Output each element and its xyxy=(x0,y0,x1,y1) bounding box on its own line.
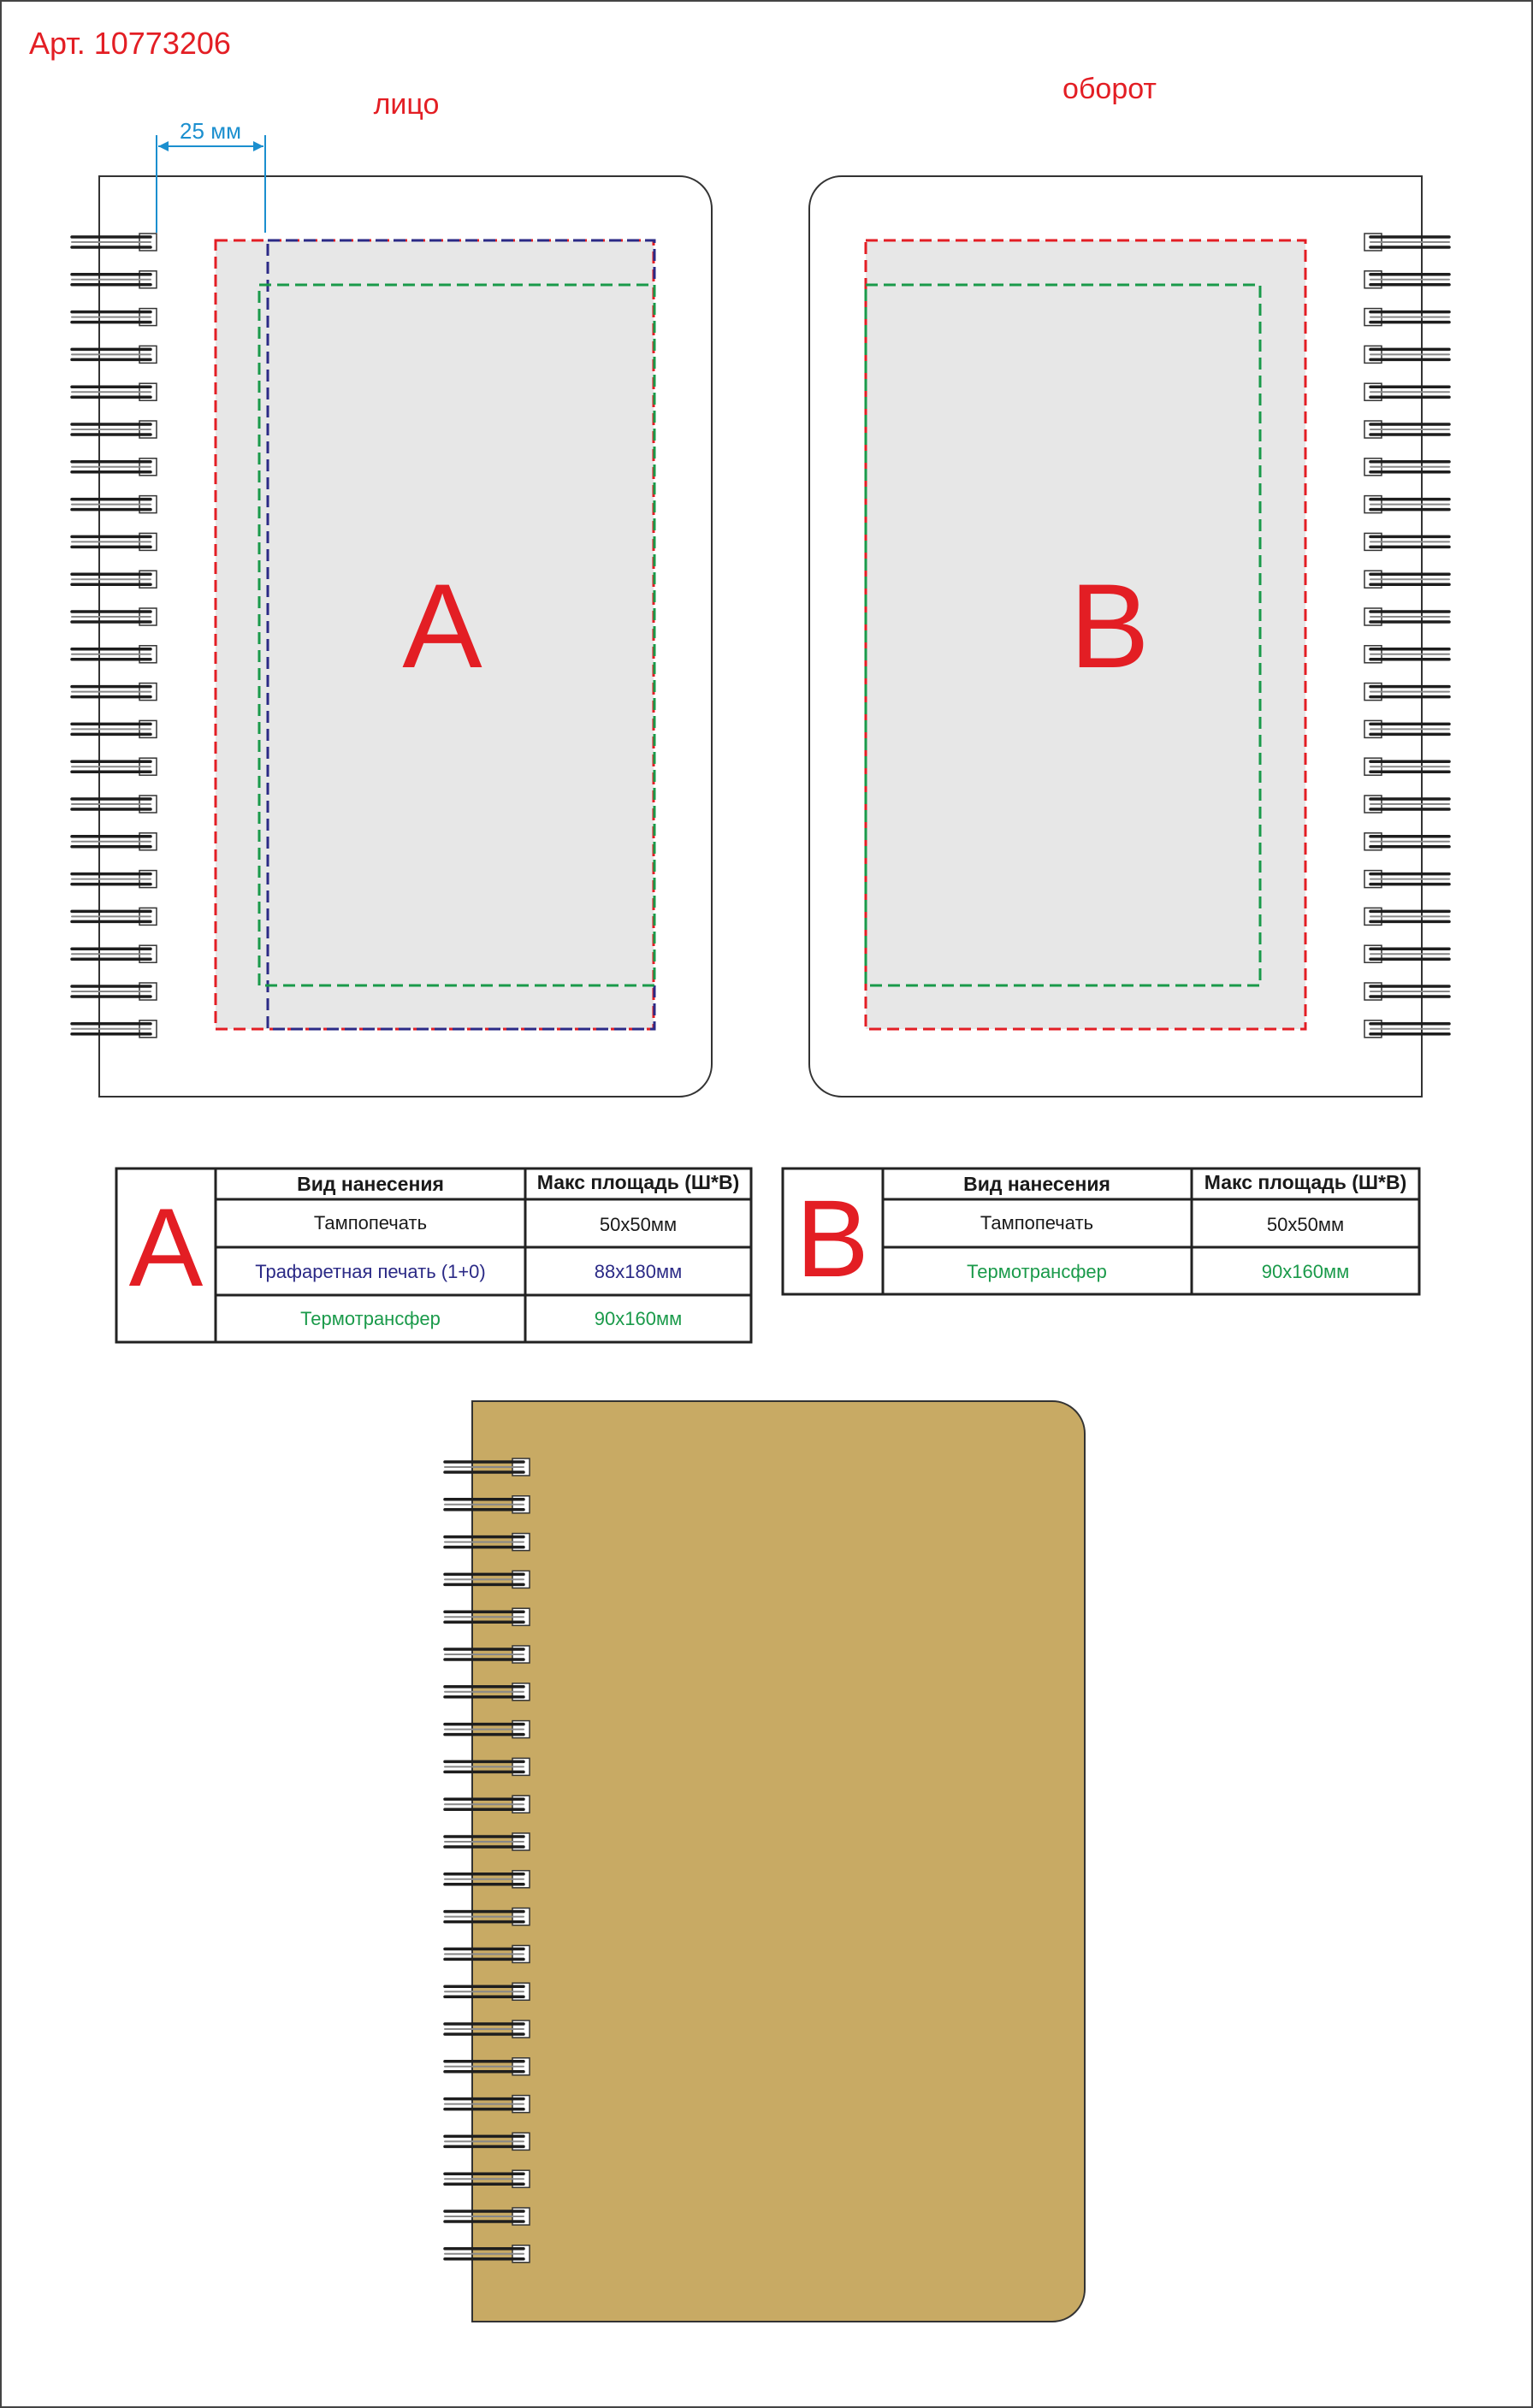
spiral-ring xyxy=(1364,608,1449,625)
spiral-ring xyxy=(445,1908,530,1926)
spiral-ring xyxy=(72,608,157,625)
spiral-ring xyxy=(72,496,157,513)
table-b-row1-method: Тампопечать xyxy=(980,1212,1094,1234)
spiral-ring xyxy=(1364,908,1449,925)
spiral-ring xyxy=(1364,421,1449,438)
spiral-ring xyxy=(1364,346,1449,363)
spiral-ring xyxy=(445,1983,530,2000)
kraft-notebook xyxy=(445,1401,1085,2322)
spiral-ring xyxy=(445,2245,530,2263)
zone-a-letter: A xyxy=(402,559,482,693)
spiral-ring xyxy=(445,2058,530,2075)
spiral-ring xyxy=(72,983,157,1000)
back-notebook xyxy=(809,176,1449,1097)
spiral-ring xyxy=(72,720,157,737)
table-a-header-size: Макс площадь (Ш*В) xyxy=(536,1171,740,1193)
table-a-row3-method: Термотрансфер xyxy=(300,1308,441,1329)
spiral-ring xyxy=(72,758,157,775)
spiral-ring xyxy=(445,2096,530,2113)
spiral-ring xyxy=(72,646,157,663)
spiral-ring xyxy=(445,1496,530,1513)
spiral-ring xyxy=(1364,571,1449,588)
zone-b-letter: B xyxy=(1069,559,1150,693)
spiral-ring xyxy=(1364,646,1449,663)
spiral-ring xyxy=(72,309,157,326)
spiral-ring xyxy=(1364,683,1449,701)
table-b-header-method: Вид нанесения xyxy=(963,1173,1110,1195)
spiral-ring xyxy=(445,2170,530,2187)
spiral-ring xyxy=(72,833,157,850)
spiral-ring xyxy=(445,1796,530,1813)
spiral-ring xyxy=(445,1458,530,1476)
dimension-label: 25 мм xyxy=(180,118,241,144)
spiral-ring xyxy=(72,421,157,438)
article-number: Арт. 10773206 xyxy=(29,26,231,61)
front-notebook xyxy=(72,118,712,1097)
spiral-ring xyxy=(1364,1021,1449,1038)
table-b-header-size: Макс площадь (Ш*В) xyxy=(1204,1171,1407,1193)
spiral-ring xyxy=(1364,496,1449,513)
spiral-ring xyxy=(1364,720,1449,737)
spiral-ring xyxy=(445,1683,530,1701)
spiral-ring xyxy=(1364,796,1449,813)
front-label: лицо xyxy=(373,88,440,121)
spiral-ring xyxy=(445,1534,530,1551)
spiral-ring xyxy=(445,1945,530,1962)
spiral-ring xyxy=(72,945,157,962)
spiral-ring xyxy=(72,796,157,813)
spiral-ring xyxy=(72,234,157,251)
spiral-ring xyxy=(72,459,157,476)
spiral-ring xyxy=(445,2133,530,2150)
spiral-ring xyxy=(1364,383,1449,400)
spiral-ring xyxy=(1364,871,1449,888)
kraft-cover xyxy=(472,1401,1085,2322)
spiral-ring xyxy=(1364,833,1449,850)
spiral-ring xyxy=(72,871,157,888)
spiral-ring xyxy=(445,1833,530,1850)
spiral-ring xyxy=(1364,459,1449,476)
spiral-ring xyxy=(72,908,157,925)
table-b xyxy=(783,1169,1419,1300)
spiral-ring xyxy=(445,1871,530,1888)
spiral-ring xyxy=(445,1571,530,1588)
spiral-ring xyxy=(445,1758,530,1775)
spiral-ring xyxy=(72,346,157,363)
spiral-ring xyxy=(445,2020,530,2038)
table-a-row2-method: Трафаретная печать (1+0) xyxy=(255,1261,486,1282)
spiral-ring xyxy=(1364,758,1449,775)
spiral-ring xyxy=(72,683,157,701)
spiral-ring xyxy=(1364,945,1449,962)
table-b-row1-size: 50х50мм xyxy=(1266,1214,1345,1235)
table-a-row1-method: Тампопечать xyxy=(313,1212,428,1234)
spiral-ring xyxy=(445,1646,530,1663)
spiral-ring xyxy=(72,533,157,550)
table-a-row2-size: 88х180мм xyxy=(594,1261,683,1282)
spiral-ring xyxy=(1364,983,1449,1000)
spiral-ring xyxy=(1364,533,1449,550)
spiral-ring xyxy=(72,1021,157,1038)
spiral-ring xyxy=(1364,271,1449,288)
spiral-ring xyxy=(1364,234,1449,251)
table-b-row2-size: 90х160мм xyxy=(1261,1261,1350,1282)
spiral-ring xyxy=(1364,309,1449,326)
table-a-header-method: Вид нанесения xyxy=(297,1173,444,1195)
spiral-ring xyxy=(445,1721,530,1738)
table-b-letter: B xyxy=(796,1178,869,1300)
spiral-ring xyxy=(72,271,157,288)
spiral-ring xyxy=(445,1608,530,1625)
table-a-row1-size: 50х50мм xyxy=(599,1214,678,1235)
table-a xyxy=(116,1169,751,1342)
table-b-row2-method: Термотрансфер xyxy=(967,1261,1107,1282)
spiral-ring xyxy=(72,571,157,588)
table-a-letter: A xyxy=(128,1185,204,1310)
table-a-row3-size: 90х160мм xyxy=(594,1308,683,1329)
spiral-ring xyxy=(445,2208,530,2225)
spiral-ring xyxy=(72,383,157,400)
back-label: оборот xyxy=(1062,73,1157,105)
